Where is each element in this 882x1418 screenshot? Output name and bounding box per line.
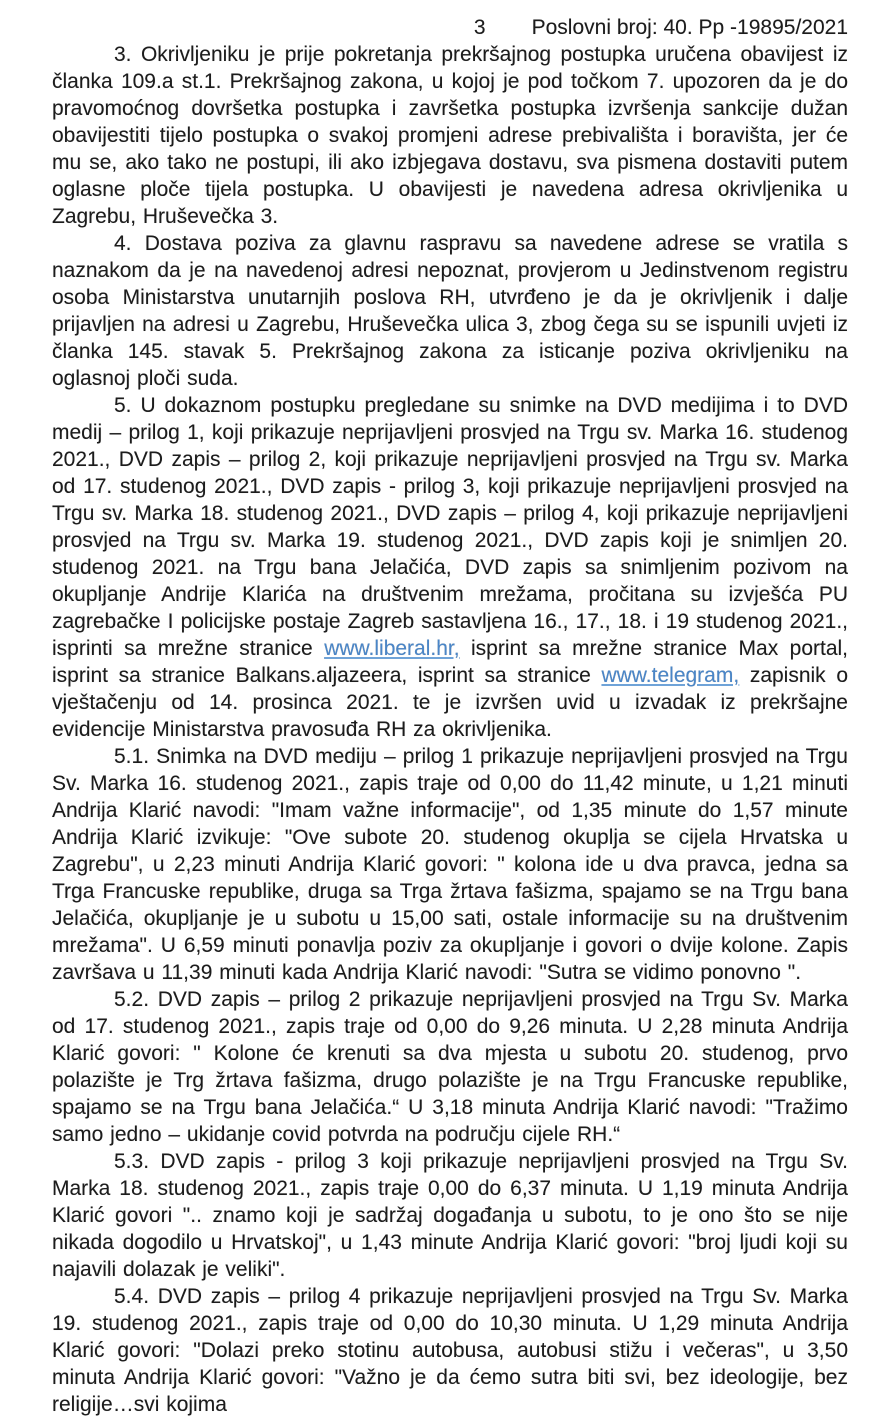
paragraph-p3: 3. Okrivljeniku je prije pokretanja prekršajnog postupka uručena obavijest iz članka 109.a st.1. Prekršajnog zakona, u kojoj je pod točkom 7. upozoren da je do pravomoćnog dovršetka postupka i završetka postupka izvršenja sankcije dužan obavijestiti tijelo postupka o svakoj promjeni adrese prebivališta i boravišta, jer će mu se, ako tako ne postupi, ili ako izbjegava dostavu, sva pismena dostaviti putem oglasne ploče tijela postupka. U obavijesti je navedena adresa okrivljenika u Zagrebu, Hruševečka 3. bbox=[52, 43, 848, 228]
paragraph-p5: 5. U dokaznom postupku pregledane su snimke na DVD medijima i to DVD medij – prilog 1, koji prikazuje neprijavljeni prosvjed na Trgu sv. Marka 16. studenog 2021., DVD zapis – prilog 2, koji prikazuje neprijavljeni prosvjed na Trgu sv. Marka od 17. studenog 2021., DVD zapis - prilog 3, koji prikazuje neprijavljeni prosvjed na Trgu sv. Marka 18. studenog 2021., DVD zapis – prilog 4, koji prikazuje neprijavljeni prosvjed na Trgu sv. Marka 19. studenog 2021., DVD zapis koji je snimljen 20. studenog 2021. na Trgu bana Jelačića, DVD zapis sa snimljenim pozivom na okupljanje Andrije Klarića na društvenim mrežama, pročitana su izvješća PU zagrebačke I policijske postaje Zagreb sastavljena 16., 17., 18. i 19 studenog 2021., isprinti sa mrežne stranice www.liberal.hr, isprint sa mrežne stranice Max portal, isprint sa stranice Balkans.aljazeera, isprint sa stranice www.telegram, zapisnik o vještačenju od 14. prosinca 2021. te je izvršen uvid u izvadak iz prekršajne evidencije Ministarstva pravosuđa RH za okrivljenika. bbox=[52, 394, 849, 741]
paragraph-p5-1: 5.1. Snimka na DVD mediju – prilog 1 prikazuje neprijavljeni prosvjed na Trgu Sv. Marka 16. studenog 2021., zapis traje od 0,00 do 11,42 minute, u 1,21 minuti Andrija Klarić navodi: "Imam važne informacije", od 1,35 minute do 1,57 minute Andrija Klarić izvikuje: "Ove subote 20. studenog okuplja se cijela Hrvatska u Zagrebu", u 2,23 minuti Andrija Klarić govori: " kolona ide u dva pravca, jedna sa Trga Francuske republike, druga sa Trga žrtava fašizma, spajamo se na Trgu bana Jelačića, okupljanje je u subotu u 15,00 sati, ostale informacije su na društvenim mrežama". U 6,59 minuti ponavlja poziv za okupljanje i govori o dvije kolone. Zapis završava u 11,39 minuti kada Andrija Klarić navodi: "Sutra se vidimo ponovno ". bbox=[52, 745, 848, 984]
page-number: 3 bbox=[473, 16, 486, 39]
case-number: Poslovni broj: 40. Pp -19895/2021 bbox=[531, 16, 848, 39]
paragraph-p4: 4. Dostava poziva za glavnu raspravu sa navedene adrese se vratila s naznakom da je na navedenoj adresi nepoznat, provjerom u Jedinstvenom registru osoba Ministarstva unutarnjih poslova RH, utvrđeno je da je okrivljenik i dalje prijavljen na adresi u Zagrebu, Hruševečka ulica 3, zbog čega su se ispunili uvjeti iz članka 145. stavak 5. Prekršajnog zakona za isticanje poziva okrivljeniku na oglasnoj ploči suda. bbox=[52, 232, 848, 390]
hyperlink[interactable]: www.liberal.hr, bbox=[324, 637, 460, 660]
document-body bbox=[52, 41, 848, 1418]
hyperlink[interactable]: www.telegram, bbox=[601, 664, 740, 687]
paragraph-p5-2: 5.2. DVD zapis – prilog 2 prikazuje neprijavljeni prosvjed na Trgu Sv. Marka od 17. studenog 2021., zapis traje od 0,00 do 9,26 minuta. U 2,28 minuta Andrija Klarić govori: " Kolone će krenuti sa dva mjesta u subotu 20. studenog, prvo polazište je Trg žrtava fašizma, drugo polazište je na Trgu Francuske republike, spajamo se na Trgu bana Jelačića.“ U 3,18 minuta Andrija Klarić navodi: "Tražimo samo jedno – ukidanje covid potvrda na području cijele RH.“ bbox=[52, 988, 848, 1146]
paragraph-p5-4: 5.4. DVD zapis – prilog 4 prikazuje neprijavljeni prosvjed na Trgu Sv. Marka 19. studenog 2021., zapis traje od 0,00 do 10,30 minuta. U 1,29 minuta Andrija Klarić govori: "Dolazi preko stotinu autobusa, autobusi stižu i večeras", u 3,50 minuta Andrija Klarić govori: "Važno je da ćemo sutra biti svi, bez ideologije, bez religije…svi kojima bbox=[52, 1285, 848, 1416]
paragraph-p5-3: 5.3. DVD zapis - prilog 3 koji prikazuje neprijavljeni prosvjed na Trgu Sv. Marka 18. studenog 2021., zapis traje 0,00 do 6,37 minuta. U 1,19 minuta Andrija Klarić govori ".. znamo koji je sadržaj događanja u subotu, to je ono što se nije nikada dogodilo u Hrvatskoj", u 1,43 minute Andrija Klarić govori: "broj ljudi koji su najavili dolazak je veliki". bbox=[52, 1150, 848, 1281]
page-header bbox=[52, 14, 848, 41]
